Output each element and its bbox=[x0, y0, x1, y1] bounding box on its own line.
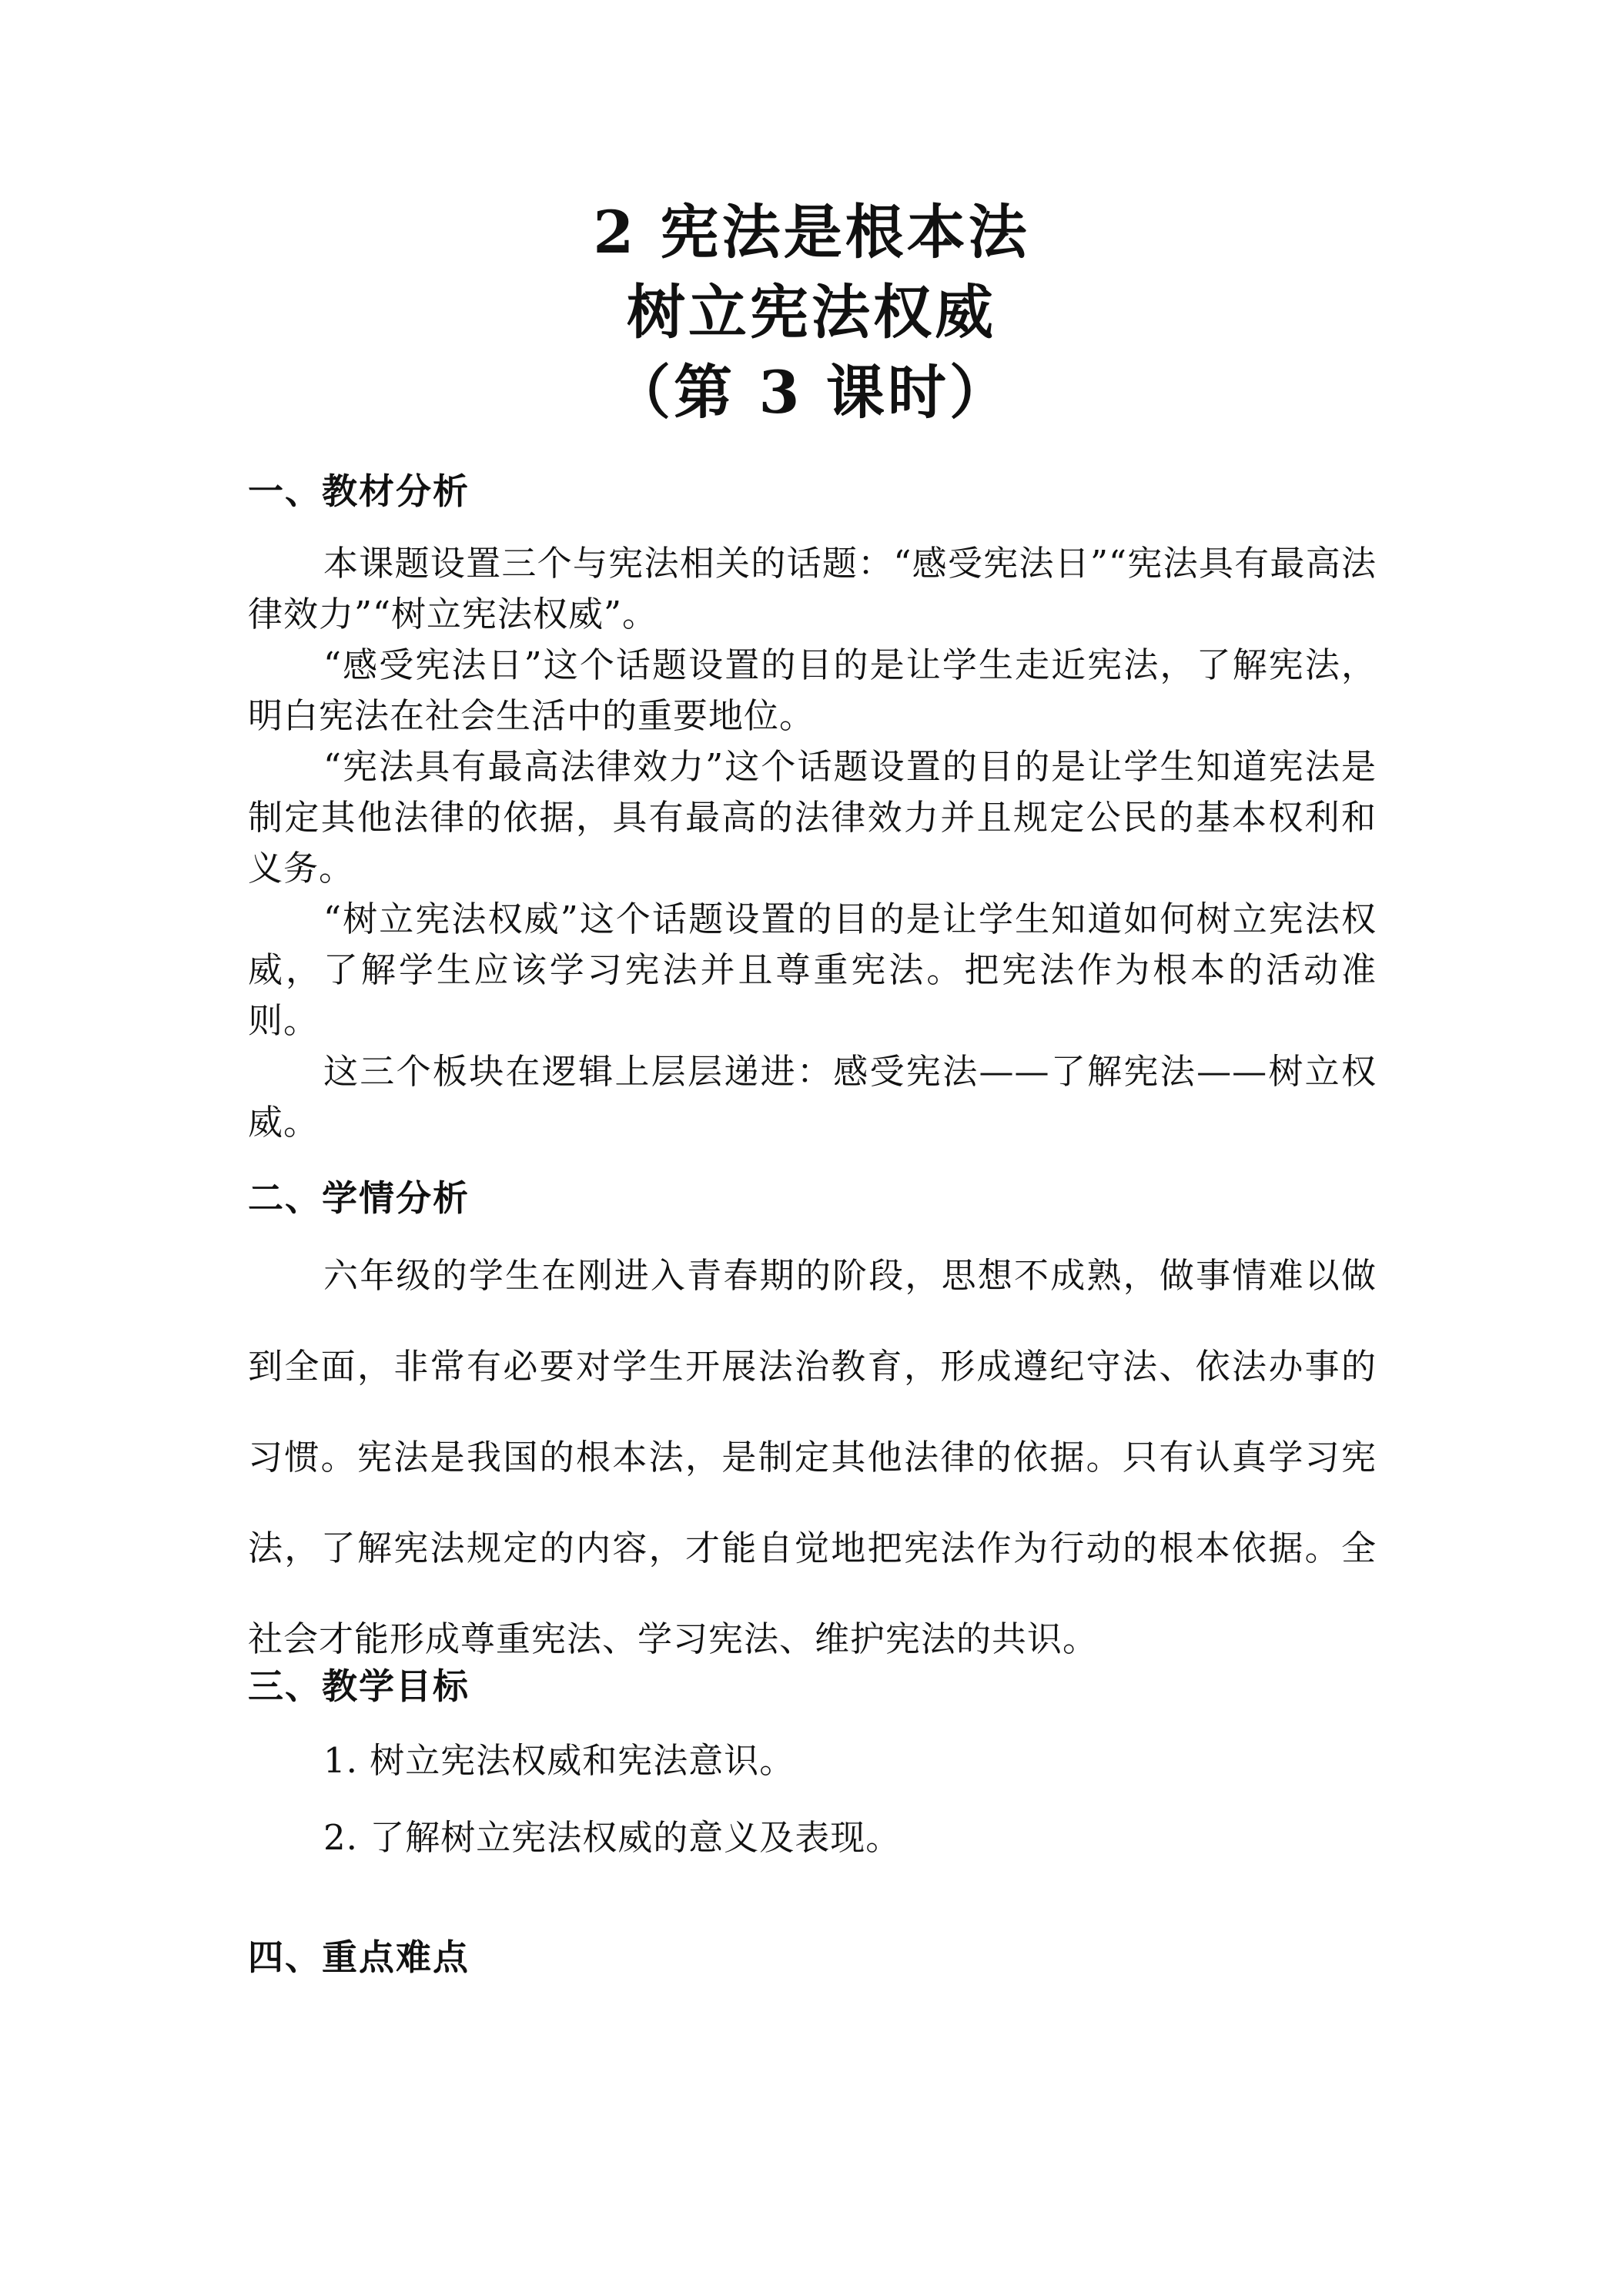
section-heading-textbook-analysis: 一、教材分析 bbox=[248, 470, 470, 512]
section-heading-student-analysis: 二、学情分析 bbox=[248, 1177, 470, 1219]
paragraph: “感受宪法日”这个话题设置的目的是让学生走近宪法，了解宪法，明白宪法在社会生活中的重要地位。 bbox=[248, 644, 1377, 736]
paragraph: 本课题设置三个与宪法相关的话题：“感受宪法日”“宪法具有最高法律效力”“树立宪法权威”。 bbox=[248, 543, 1377, 634]
title-line-1: 2 宪法是根本法 bbox=[593, 198, 1030, 266]
section-heading-key-points: 四、重点难点 bbox=[248, 1936, 470, 1978]
section-heading-teaching-goals: 三、教学目标 bbox=[248, 1665, 470, 1707]
paragraph: “宪法具有最高法律效力”这个话题设置的目的是让学生知道宪法是制定其他法律的依据，具有最高的法律效力并且规定公民的基本权利和义务。 bbox=[248, 746, 1377, 889]
student-analysis-body bbox=[248, 1230, 1377, 1685]
goal-item-2: 2. 了解树立宪法权威的意义及表现。 bbox=[323, 1817, 902, 1858]
paragraph: 六年级的学生在刚进入青春期的阶段，思想不成熟，做事情难以做到全面，非常有必要对学生开展法治教育，形成遵纪守法、依法办事的习惯。宪法是我国的根本法，是制定其他法律的依据。只有认真学习宪法，了解宪法规定的内容，才能自觉地把宪法作为行动的根本依据。全社会才能形成尊重宪法、学习宪法、维护宪法的共识。 bbox=[248, 1255, 1377, 1659]
paragraph: “树立宪法权威”这个话题设置的目的是让学生知道如何树立宪法权威，了解学生应该学习宪法并且尊重宪法。把宪法作为根本的活动准则。 bbox=[248, 899, 1377, 1041]
paragraph: 这三个板块在逻辑上层层递进：感受宪法——了解宪法——树立权威。 bbox=[248, 1051, 1377, 1143]
title-line-3: （第 3 课时） bbox=[612, 358, 1011, 427]
title-line-2: 树立宪法权威 bbox=[627, 278, 996, 346]
textbook-analysis-body bbox=[248, 538, 1377, 1148]
goal-item-1: 1. 树立宪法权威和宪法意识。 bbox=[323, 1740, 795, 1781]
document-title bbox=[0, 192, 1623, 433]
